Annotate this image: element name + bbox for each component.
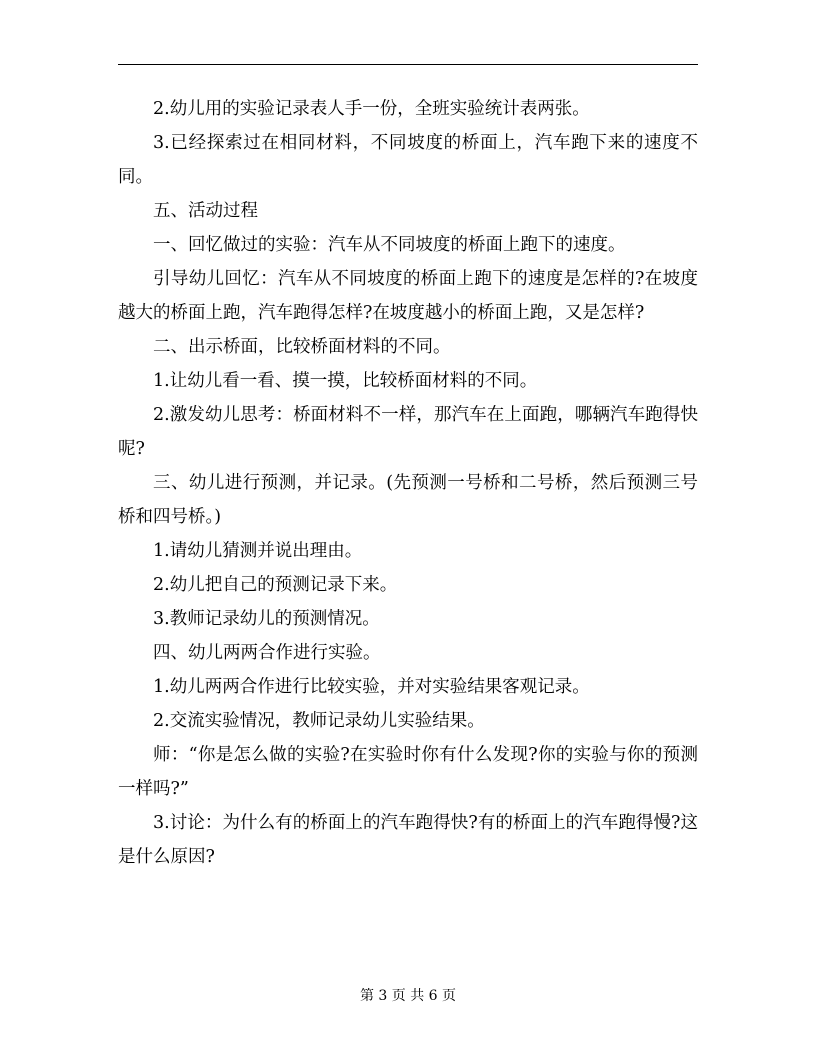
paragraph: 1.让幼儿看一看、摸一摸，比较桥面材料的不同。: [153, 371, 538, 391]
paragraph: 3.讨论：为什么有的桥面上的汽车跑得快?有的桥面上的汽车跑得慢?这是什么原因?: [118, 813, 698, 867]
paragraph: 师：“你是怎么做的实验?在实验时你有什么发现?你的实验与你的预测一样吗?”: [118, 745, 698, 799]
paragraph: 2.激发幼儿思考：桥面材料不一样，那汽车在上面跑，哪辆汽车跑得快呢?: [118, 405, 698, 459]
document-body: [118, 92, 698, 874]
paragraph: 2.交流实验情况，教师记录幼儿实验结果。: [153, 711, 485, 731]
paragraph: 2.幼儿把自己的预测记录下来。: [153, 575, 398, 595]
paragraph: 二、出示桥面，比较桥面材料的不同。: [153, 337, 451, 357]
paragraph: 2.幼儿用的实验记录表人手一份，全班实验统计表两张。: [153, 99, 590, 119]
paragraph: 引导幼儿回忆：汽车从不同坡度的桥面上跑下的速度是怎样的?在坡度越大的桥面上跑，汽车跑得怎样?在坡度越小的桥面上跑，又是怎样?: [118, 269, 698, 323]
paragraph: 一、回忆做过的实验：汽车从不同坡度的桥面上跑下的速度。: [153, 235, 626, 255]
paragraph: 1.幼儿两两合作进行比较实验，并对实验结果客观记录。: [153, 677, 590, 697]
paragraph: 3.教师记录幼儿的预测情况。: [153, 609, 380, 629]
paragraph: 三、幼儿进行预测，并记录。(先预测一号桥和二号桥，然后预测三号桥和四号桥。): [118, 473, 698, 527]
paragraph: 四、幼儿两两合作进行实验。: [153, 643, 381, 663]
paragraph: 1.请幼儿猜测并说出理由。: [153, 541, 363, 561]
page-number-footer: 第 3 页 共 6 页: [359, 988, 457, 1004]
section-heading: 五、活动过程: [153, 201, 258, 221]
paragraph: 3.已经探索过在相同材料，不同坡度的桥面上，汽车跑下来的速度不同。: [118, 133, 698, 187]
header-rule: [118, 64, 698, 65]
